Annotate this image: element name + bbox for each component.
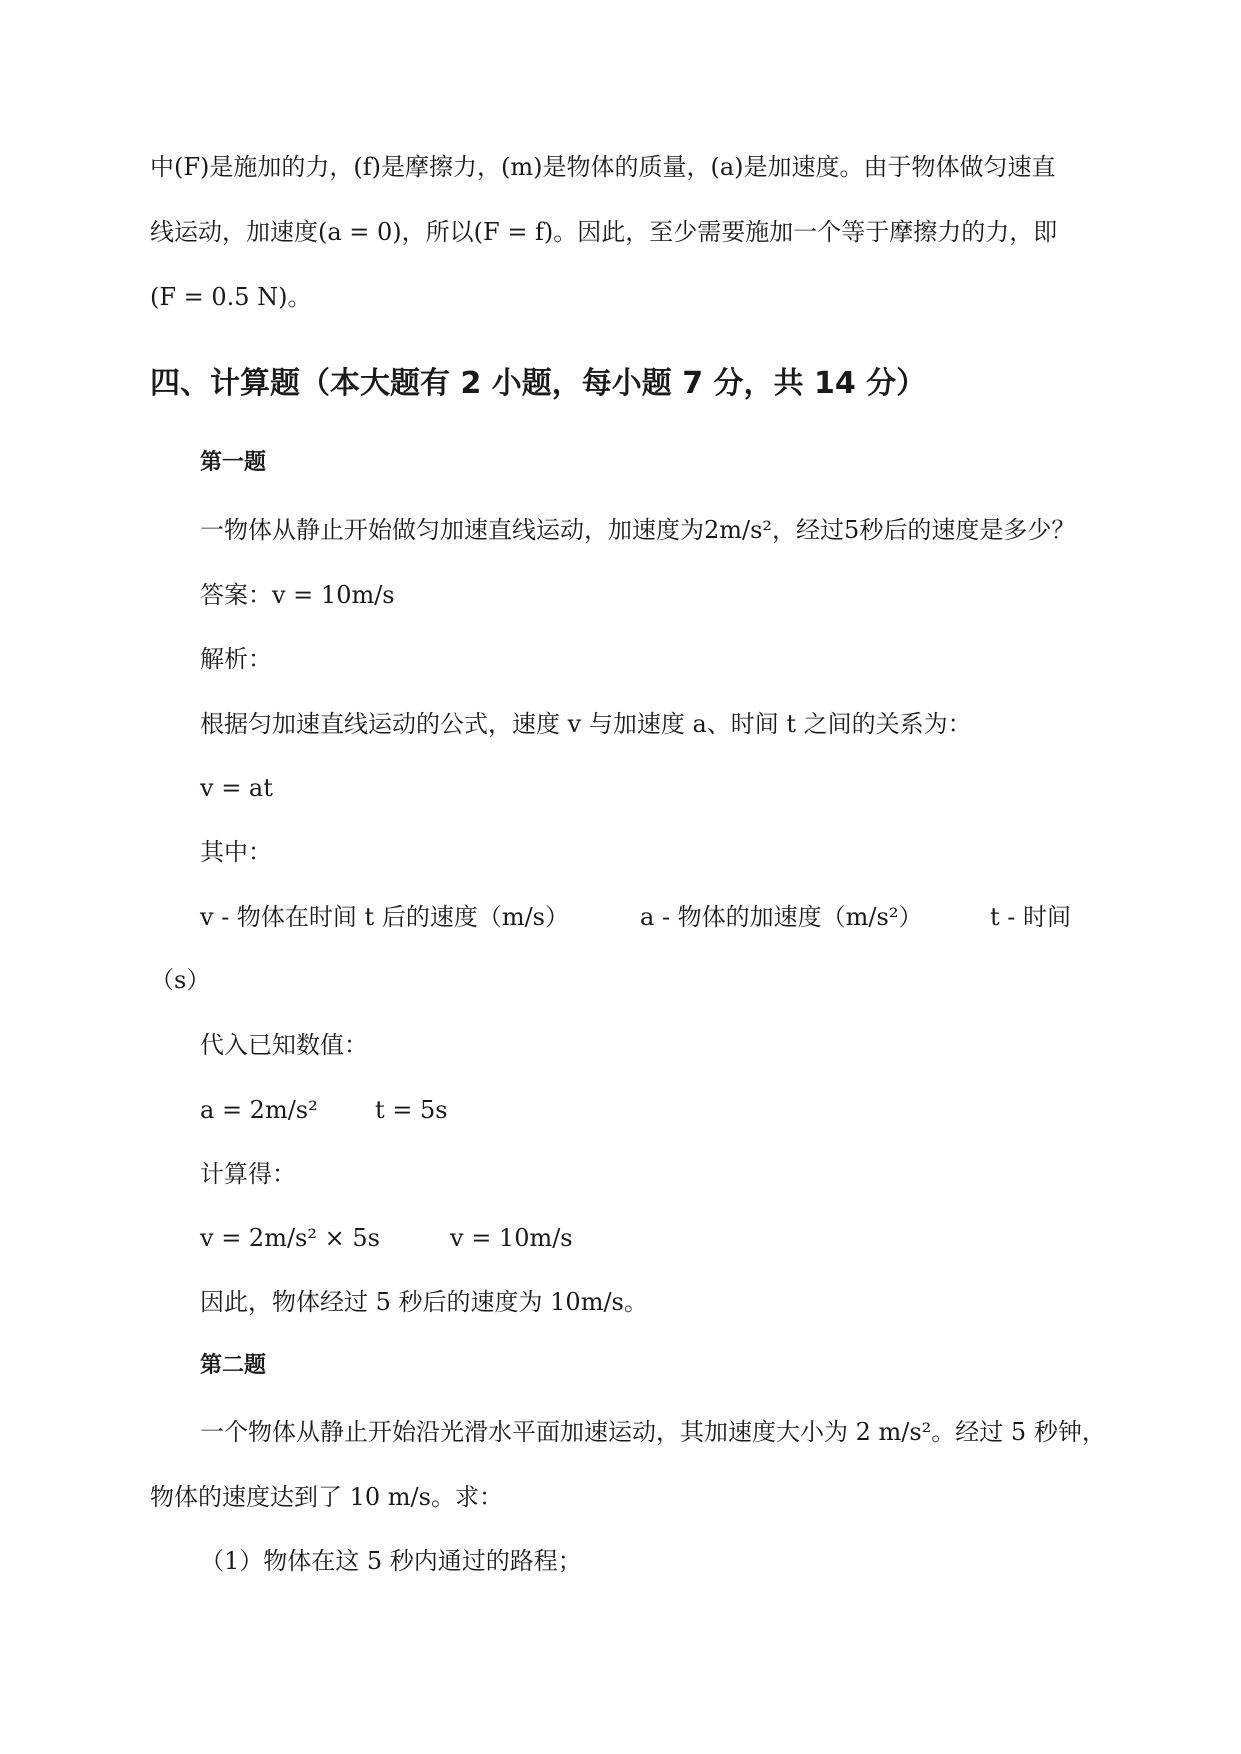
q2-title: 第二题 — [200, 1353, 267, 1378]
q1-var-a: a - 物体的加速度（m/s²） — [640, 903, 923, 931]
intro-line-2: 线运动，加速度(a = 0)，所以(F = f)。因此，至少需要施加一个等于摩擦力的力，即 — [150, 218, 1058, 246]
q1-known-values — [200, 1098, 800, 1122]
q1-calc-row — [200, 1226, 800, 1250]
q1-formula: v = at — [200, 774, 273, 802]
q1-calc-result: v = 10m/s — [450, 1224, 573, 1252]
q1-conclusion: 因此，物体经过 5 秒后的速度为 10m/s。 — [200, 1288, 648, 1316]
q1-var-v: v - 物体在时间 t 后的速度（m/s） — [200, 903, 569, 931]
intro-line-3: (F = 0.5 N)。 — [150, 283, 312, 311]
q1-variables-row — [200, 905, 1090, 929]
q2-part-1: （1）物体在这 5 秒内通过的路程； — [200, 1547, 582, 1575]
q1-var-t-unit: （s） — [150, 966, 211, 994]
q1-calc-expr: v = 2m/s² × 5s — [200, 1224, 380, 1252]
q1-known-t: t = 5s — [375, 1096, 448, 1124]
q1-substitute-label: 代入已知数值： — [200, 1031, 368, 1059]
q1-analysis-label: 解析： — [200, 645, 272, 673]
q1-formula-intro: 根据匀加速直线运动的公式，速度 v 与加速度 a、时间 t 之间的关系为： — [200, 710, 972, 738]
q2-question-line-1: 一个物体从静止开始沿光滑水平面加速运动，其加速度大小为 2 m/s²。经过 5 秒钟， — [200, 1418, 1106, 1446]
section-heading: 四、计算题（本大题有 2 小题，每小题 7 分，共 14 分） — [150, 366, 927, 401]
q1-known-a: a = 2m/s² — [200, 1096, 318, 1124]
q2-question-line-2: 物体的速度达到了 10 m/s。求： — [150, 1483, 503, 1511]
q1-answer: 答案：v = 10m/s — [200, 581, 395, 609]
q1-calc-label: 计算得： — [200, 1160, 296, 1188]
q1-var-t: t - 时间 — [990, 903, 1072, 931]
intro-line-1: 中(F)是施加的力，(f)是摩擦力，(m)是物体的质量，(a)是加速度。由于物体做匀速直 — [150, 153, 1056, 181]
q1-where-label: 其中： — [200, 838, 272, 866]
q1-title: 第一题 — [200, 450, 267, 475]
q1-question: 一物体从静止开始做匀加速直线运动，加速度为2m/s²，经过5秒后的速度是多少？ — [200, 516, 1076, 544]
